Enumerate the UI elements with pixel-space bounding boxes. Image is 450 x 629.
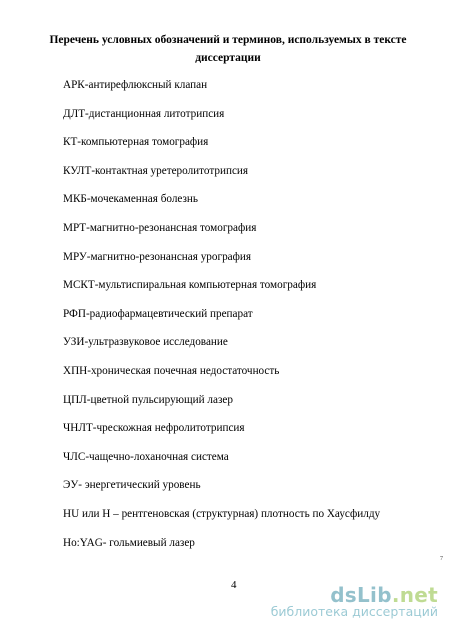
list-item: ХПН-хроническая почечная недостаточность (63, 364, 280, 377)
list-item: ЧЛС-чащечно-лоханочная система (63, 450, 229, 463)
page-number: 4 (231, 579, 237, 591)
list-item: ЭУ- энергетический уровень (63, 479, 201, 492)
list-item: МКБ-мочекаменная болезнь (63, 193, 199, 206)
list-item: КУЛТ-контактная уретеролитотрипсия (63, 164, 249, 177)
list-item: HU или H – рентгеновская (структурная) плотность по Хаусфилду (63, 507, 381, 520)
list-item: ЦПЛ-цветной пульсирующий лазер (63, 393, 233, 406)
page-title (40, 31, 416, 67)
list-item: КТ-компьютерная томография (63, 136, 209, 149)
watermark-logo-main: dsLib (330, 583, 392, 607)
watermark (271, 583, 438, 619)
watermark-logo-suffix: .net (391, 583, 438, 607)
list-item: МРТ-магнитно-резонансная томография (63, 221, 257, 234)
list-item: МСКТ-мультиспиральная компьютерная томография (63, 279, 317, 292)
list-item: РФП-радиофармацевтический препарат (63, 307, 253, 320)
margin-mark: 7 (440, 556, 443, 562)
abbreviation-list (63, 78, 380, 564)
list-item: МРУ-магнитно-резонансная урография (63, 250, 252, 263)
list-item: ДЛТ-дистанционная литотрипсия (63, 107, 225, 120)
title-line-1: Перечень условных обозначений и терминов, используемых в тексте (49, 34, 407, 46)
title-line-2: диссертации (195, 52, 261, 64)
list-item: ЧНЛТ-чрескожная нефролитотрипсия (63, 422, 245, 435)
list-item: УЗИ-ультразвуковое исследование (63, 336, 228, 349)
list-item: Ho:YAG- гольмиевый лазер (63, 536, 195, 549)
watermark-subtitle: библиотека диссертаций (270, 604, 438, 619)
list-item: АРК-антирефлюксный клапан (63, 79, 208, 91)
